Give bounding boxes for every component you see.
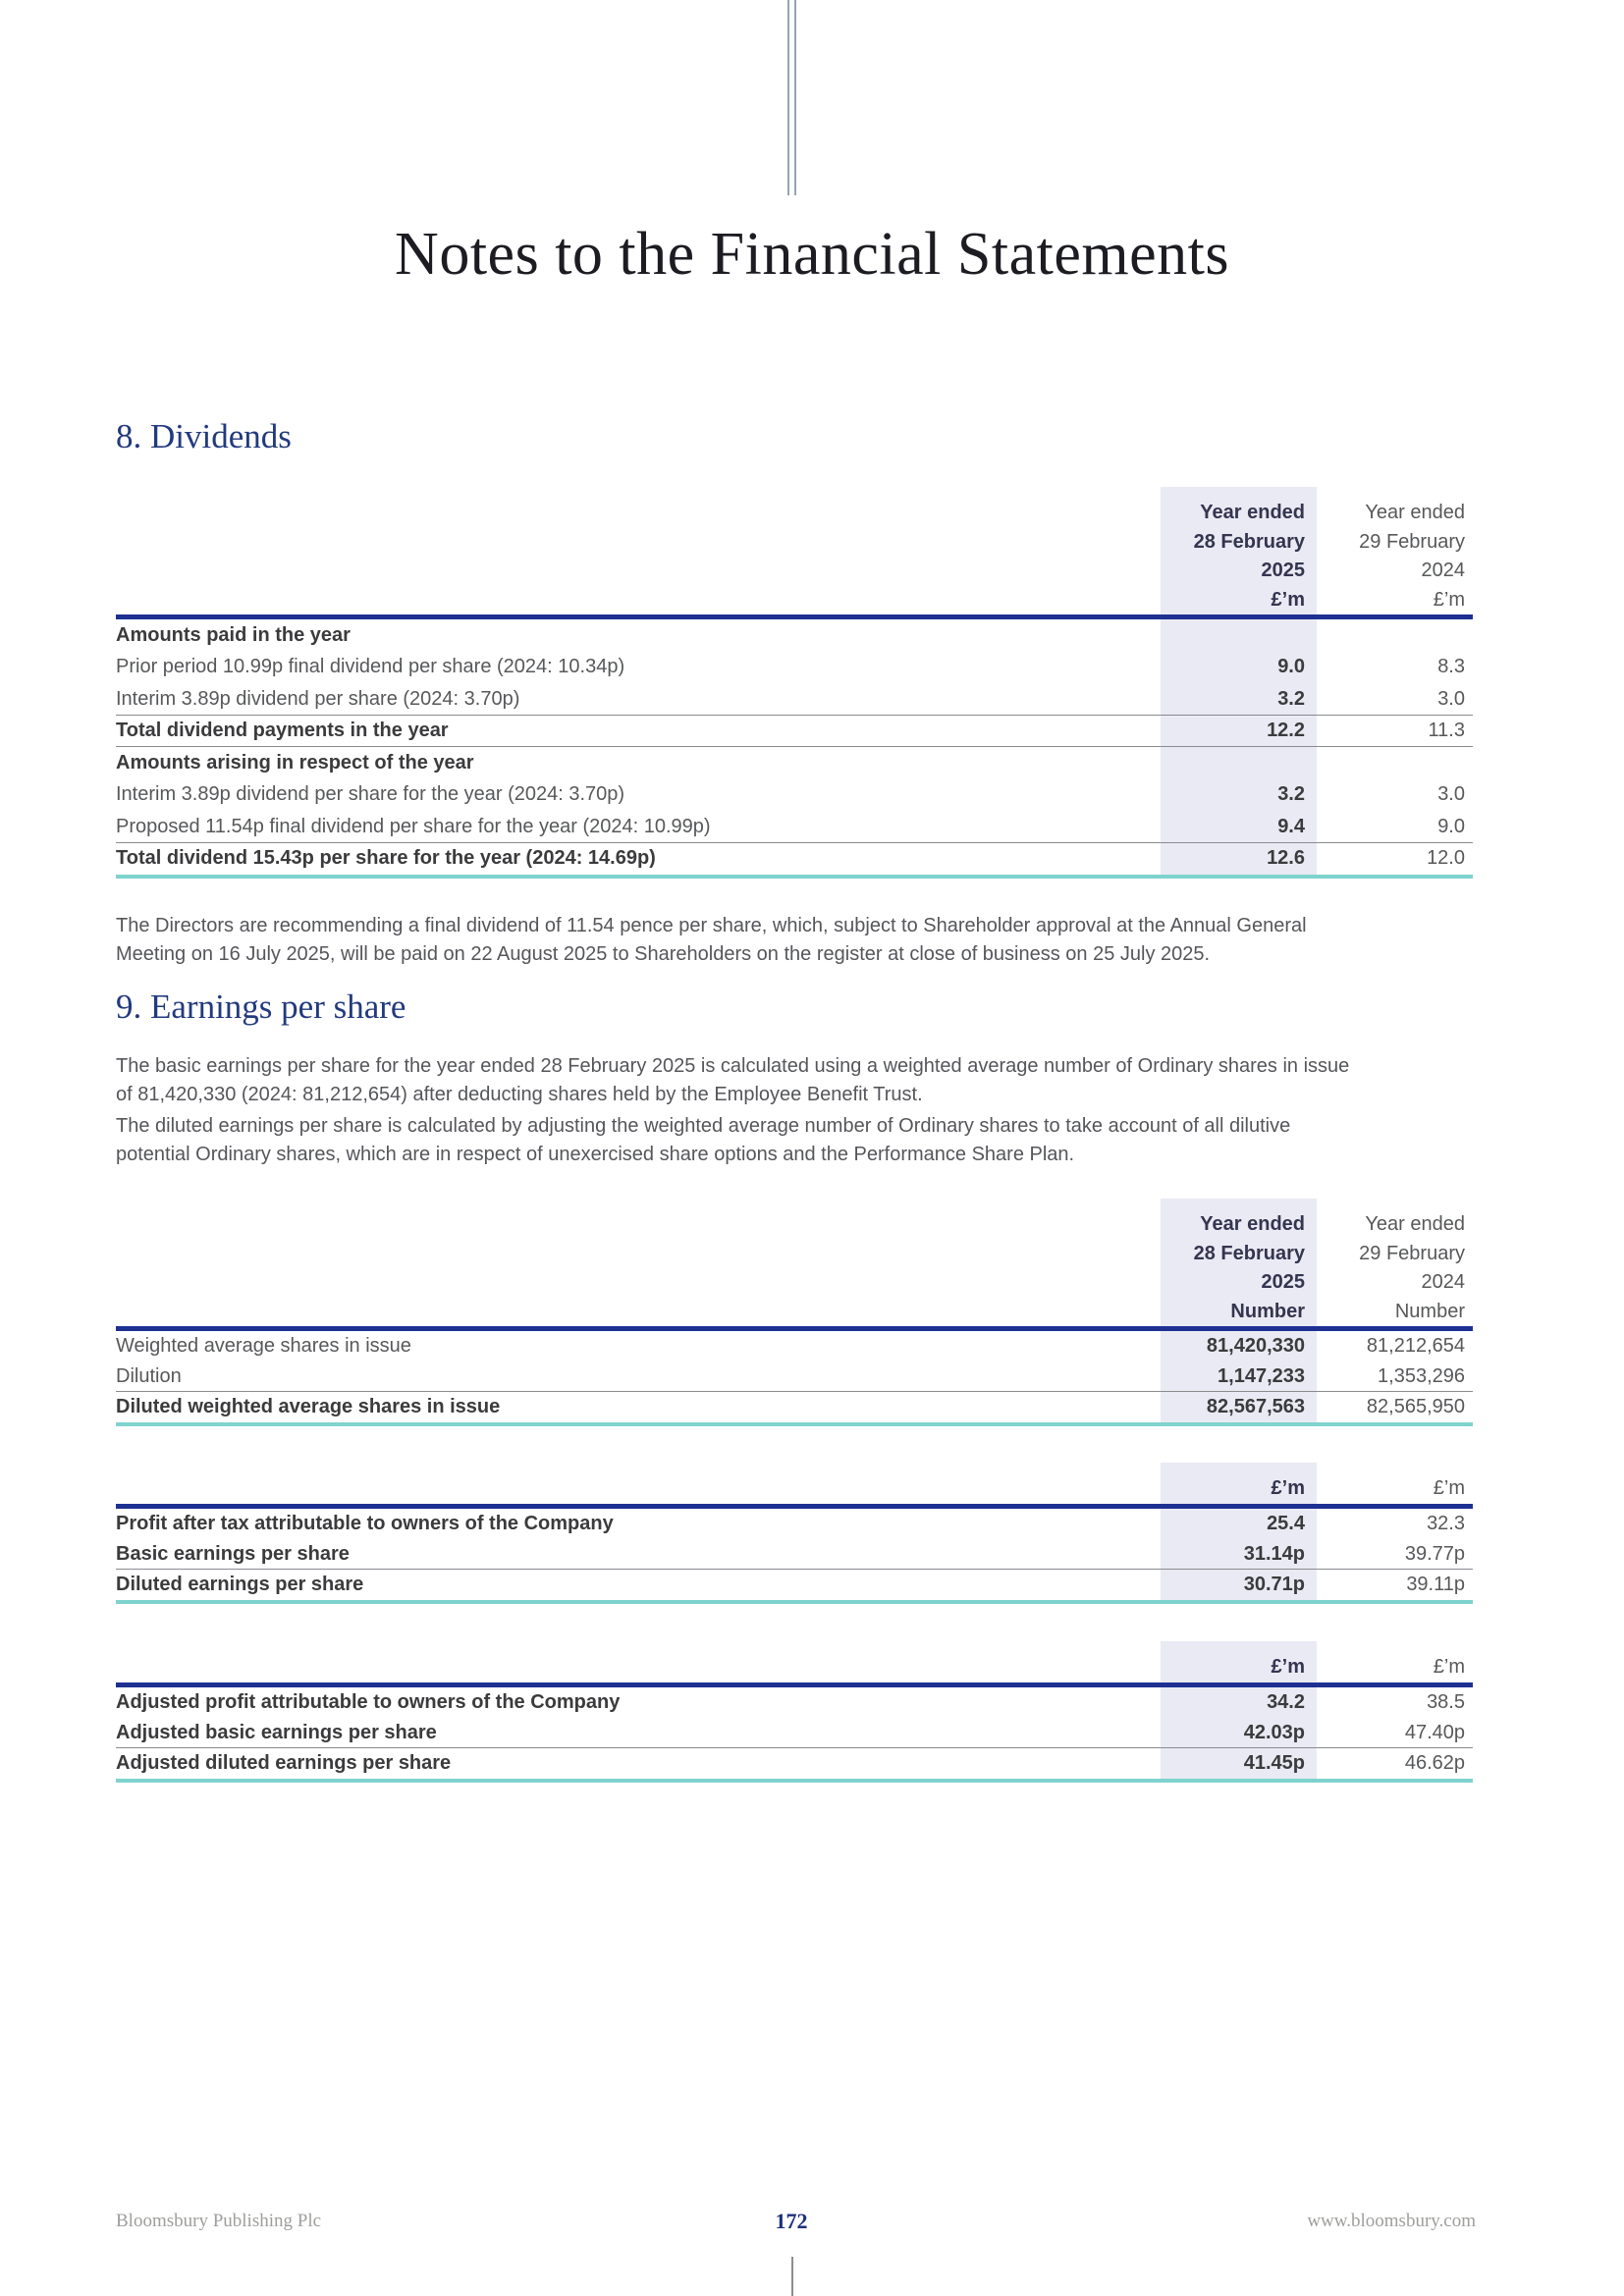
table-row [116,811,1473,843]
row-label: Amounts paid in the year [116,623,351,646]
value-2025: 1,147,233 [1218,1365,1305,1387]
column-header-2025 [1161,1653,1317,1682]
table-row [116,683,1473,716]
value-2025: 25.4 [1267,1512,1305,1534]
note-line: The diluted earnings per share is calculated by adjusting the weighted average number of Ordinary shares to take account of all dilutive [116,1115,1291,1137]
value-2024: 81,212,654 [1366,1335,1465,1357]
header-line: 29 February [1359,1242,1465,1264]
value-2025: 3.2 [1277,783,1305,806]
table-header [116,1641,1473,1682]
table-bottom-rule [116,1600,1473,1604]
column-header-2025 [1161,499,1317,614]
header-line: £’m [1271,1477,1305,1499]
table-row [116,1718,1473,1748]
column-header-2024 [1317,499,1473,614]
column-header-2024 [1317,1474,1473,1504]
row-label: Total dividend 15.43p per share for the year (2024: 14.69p) [116,847,656,870]
table-header [116,487,1473,614]
table-row [116,747,1473,779]
value-2025: 81,420,330 [1206,1335,1305,1357]
value-2025: 31.14p [1243,1542,1305,1565]
row-label: Interim 3.89p dividend per share for the year (2024: 3.70p) [116,783,625,806]
value-2024: 12.0 [1427,847,1465,870]
value-2024: 1,353,296 [1378,1365,1465,1387]
value-2024: 9.0 [1437,815,1465,837]
header-line: 28 February [1193,530,1305,553]
row-label: Diluted earnings per share [116,1573,364,1595]
note-line: Meeting on 16 July 2025, will be paid on 22 August 2025 to Shareholders on the register at close of business on 25 July 2025. [116,943,1211,965]
header-line: 2024 [1421,560,1465,581]
row-label: Interim 3.89p dividend per share (2024: 3.70p) [116,687,520,710]
table-row [116,843,1473,876]
value-2025: 82,567,563 [1206,1396,1305,1417]
table-bottom-rule [116,1422,1473,1426]
header-line: Year ended [1200,502,1305,523]
table-row [116,1748,1473,1779]
dividends-table [116,487,1473,879]
value-2025: 12.6 [1267,847,1305,870]
value-2024: 82,565,950 [1366,1396,1465,1417]
row-label: Dilution [116,1365,182,1387]
row-label: Amounts arising in respect of the year [116,751,474,774]
table-row [116,1331,1473,1362]
value-2025: 3.2 [1277,687,1305,710]
table-row [116,1392,1473,1422]
fold-mark-top-right-line [794,0,796,195]
value-2025: 42.03p [1243,1721,1305,1743]
shares-table [116,1199,1473,1426]
header-line: 29 February [1359,530,1465,553]
note-line: The basic earnings per share for the year ended 28 February 2025 is calculated using a weighted average number of Ordinary shares in issue [116,1055,1350,1077]
fold-mark-bottom-line [791,2257,793,2296]
column-header-2024 [1317,1653,1473,1682]
table-row [116,779,1473,812]
row-label: Proposed 11.54p final dividend per share for the year (2024: 10.99p) [116,815,711,837]
dividends-note [116,912,1307,969]
row-label: Basic earnings per share [116,1542,350,1565]
value-2024: 32.3 [1427,1512,1465,1534]
header-line: 28 February [1193,1242,1305,1264]
value-2024: 3.0 [1437,783,1465,806]
value-2025: 12.2 [1267,720,1305,742]
note-line: potential Ordinary shares, which are in respect of unexercised share options and the Performance Share Plan. [116,1144,1075,1165]
row-label: Adjusted profit attributable to owners of the Company [116,1690,621,1713]
eps-table [116,1463,1473,1604]
value-2024: 39.77p [1404,1542,1465,1565]
table-row [116,1362,1473,1392]
page-title: Notes to the Financial Statements [395,221,1229,288]
header-line: £’m [1271,1656,1305,1678]
note-line: The Directors are recommending a final dividend of 11.54 pence per share, which, subject to Shareholder approval at the Annual General [116,915,1307,936]
value-2024: 3.0 [1437,687,1465,710]
section-heading-eps: 9. Earnings per share [116,988,406,1026]
value-2025: 30.71p [1243,1573,1305,1595]
column-header-2024 [1317,1210,1473,1326]
header-line: 2025 [1261,1271,1305,1293]
eps-paragraph-basic [116,1052,1349,1109]
value-2024: 11.3 [1428,720,1465,742]
table-row [116,619,1473,652]
value-2025: 41.45p [1243,1751,1305,1774]
value-2024: 8.3 [1437,656,1465,678]
header-line: Number [1394,1300,1465,1322]
table-row [116,1509,1473,1539]
value-2025: 9.0 [1277,656,1305,678]
table-row [116,716,1473,748]
table-row [116,652,1473,684]
fold-mark-top-left-line [787,0,789,195]
header-line: £’m [1433,1477,1465,1499]
header-line: Number [1230,1300,1305,1322]
header-line: £’m [1271,588,1305,611]
row-label: Adjusted diluted earnings per share [116,1751,452,1774]
table-header [116,1199,1473,1326]
table-header [116,1463,1473,1504]
row-label: Weighted average shares in issue [116,1335,411,1357]
header-line: £’m [1433,1656,1465,1678]
row-label: Prior period 10.99p final dividend per share (2024: 10.34p) [116,656,625,678]
table-row [116,1539,1473,1570]
table-bottom-rule [116,1779,1473,1783]
footer-website-url: www.bloomsbury.com [1307,2211,1476,2231]
row-label: Adjusted basic earnings per share [116,1721,437,1743]
section-heading-dividends: 8. Dividends [116,417,292,455]
row-label: Total dividend payments in the year [116,720,449,742]
footer-page-number: 172 [775,2209,808,2233]
column-header-2025 [1161,1474,1317,1504]
value-2025: 34.2 [1267,1690,1305,1713]
header-line: Year ended [1365,1213,1465,1235]
value-2024: 47.40p [1404,1721,1465,1743]
row-label: Profit after tax attributable to owners of the Company [116,1512,614,1534]
adjusted-eps-table [116,1641,1473,1783]
header-line: 2025 [1261,560,1305,581]
column-header-2025 [1161,1210,1317,1326]
value-2024: 38.5 [1427,1690,1465,1713]
value-2024: 46.62p [1404,1751,1465,1774]
row-label: Diluted weighted average shares in issue [116,1396,501,1417]
table-bottom-rule [116,875,1473,879]
footer-company-name: Bloomsbury Publishing Plc [116,2211,322,2231]
header-line: £’m [1433,588,1465,611]
header-line: 2024 [1421,1271,1465,1293]
header-line: Year ended [1200,1213,1305,1235]
value-2025: 9.4 [1277,815,1305,837]
table-row [116,1570,1473,1600]
table-row [116,1687,1473,1718]
value-2024: 39.11p [1406,1573,1465,1595]
note-line: of 81,420,330 (2024: 81,212,654) after deducting shares held by the Employee Benefit Trust. [116,1084,923,1105]
eps-paragraph-diluted [116,1112,1290,1169]
header-line: Year ended [1365,502,1465,523]
